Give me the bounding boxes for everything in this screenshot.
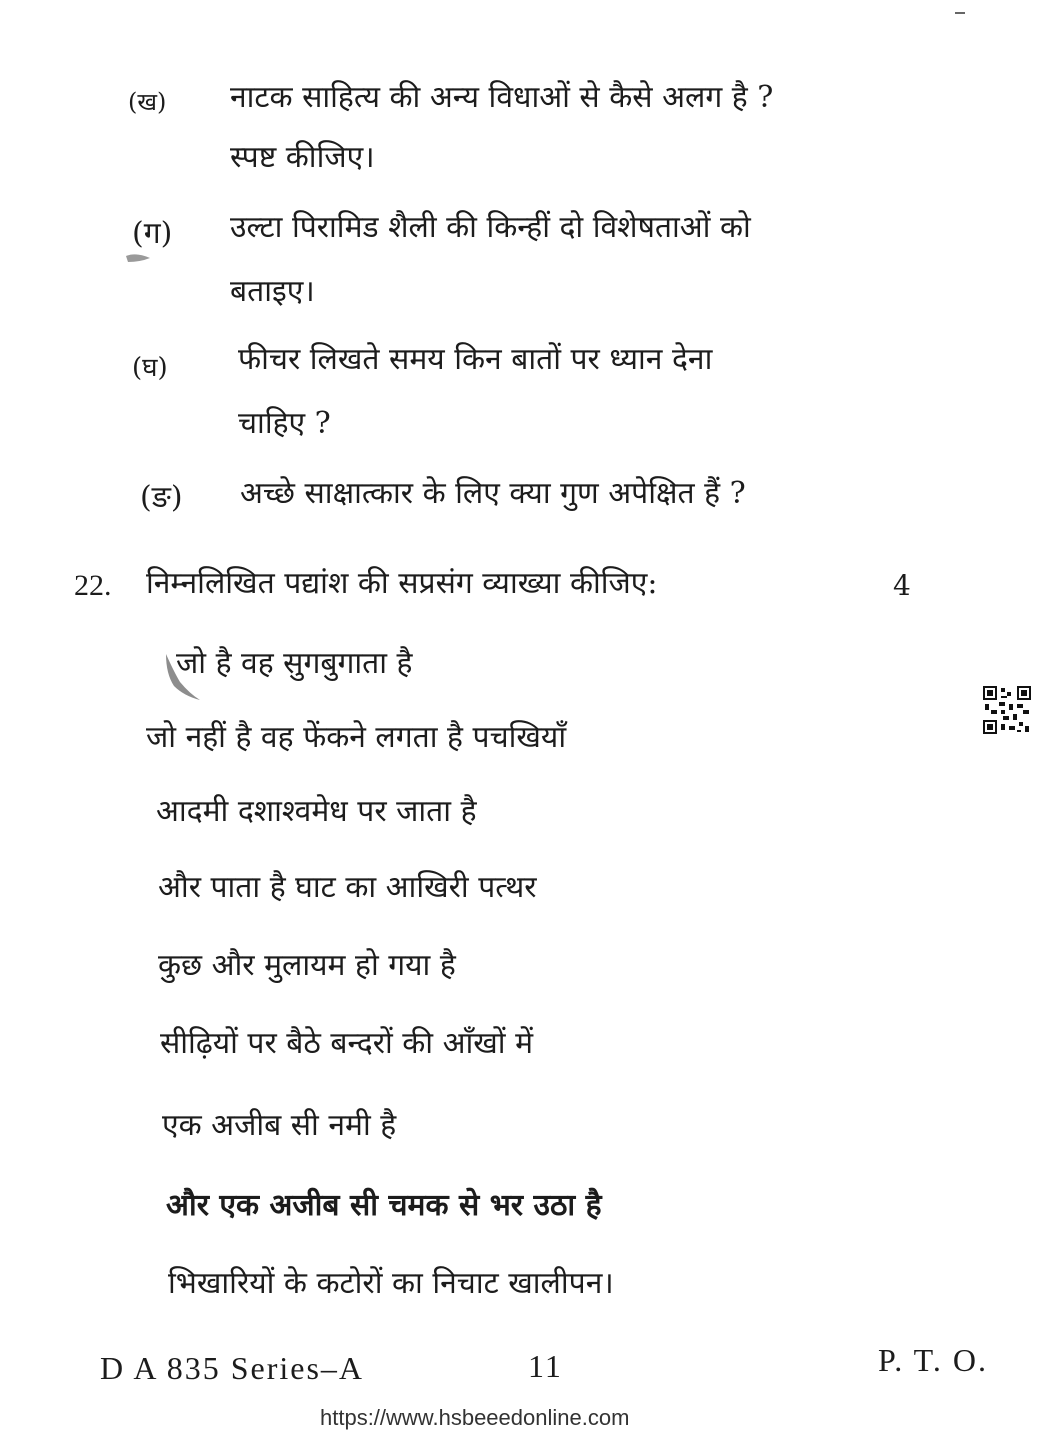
poem-line: सीढ़ियों पर बैठे बन्दरों की आँखों में (160, 1026, 534, 1061)
question-gha-line1: फीचर लिखते समय किन बातों पर ध्यान देना (238, 342, 713, 377)
question-22-prompt: निम्नलिखित पद्यांश की सप्रसंग व्याख्या कीजिए: (146, 566, 658, 601)
question-marker-nga: (ङ) (140, 480, 183, 515)
question-marker-ga: (ग) (132, 216, 173, 251)
question-kha-line2: स्पष्ट कीजिए। (230, 140, 375, 175)
poem-line: आदमी दशाश्वमेध पर जाता है (156, 794, 477, 829)
poem-line: कुछ और मुलायम हो गया है (158, 948, 456, 983)
question-gha-line2: चाहिए ? (238, 406, 331, 441)
watermark-url: https://www.hsbeeedonline.com (320, 1405, 630, 1430)
paper-code: D A 835 Series–A (100, 1350, 364, 1386)
question-22-marks: 4 (893, 569, 911, 602)
question-marker-kha: (ख) (128, 88, 167, 116)
poem-line: जो है वह सुगबुगाता है (176, 646, 413, 681)
scan-mark (955, 12, 965, 14)
question-ga-line2: बताइए। (230, 274, 315, 309)
poem-line: और पाता है घाट का आखिरी पत्थर (158, 870, 537, 905)
question-kha-line1: नाटक साहित्य की अन्य विधाओं से कैसे अलग है ? (230, 80, 774, 115)
question-marker-gha: (घ) (132, 353, 168, 383)
poem-line: भिखारियों के कटोरों का निचाट खालीपन। (168, 1266, 614, 1301)
poem-line: एक अजीब सी नमी है (162, 1108, 397, 1143)
qr-code-icon (983, 686, 1031, 734)
question-ga-line1: उल्टा पिरामिड शैली की किन्हीं दो विशेषताओं को (230, 210, 751, 245)
question-number-22: 22. (74, 569, 112, 602)
poem-line: और एक अजीब सी चमक से भर उठा है (166, 1188, 602, 1223)
question-nga-line1: अच्छे साक्षात्कार के लिए क्या गुण अपेक्षित हैं ? (240, 476, 746, 511)
poem-line: जो नहीं है वह फेंकने लगता है पचखियाँ (146, 720, 567, 755)
scan-smudge (124, 250, 154, 266)
page-number: 11 (528, 1348, 563, 1384)
please-turn-over: P. T. O. (878, 1342, 988, 1378)
